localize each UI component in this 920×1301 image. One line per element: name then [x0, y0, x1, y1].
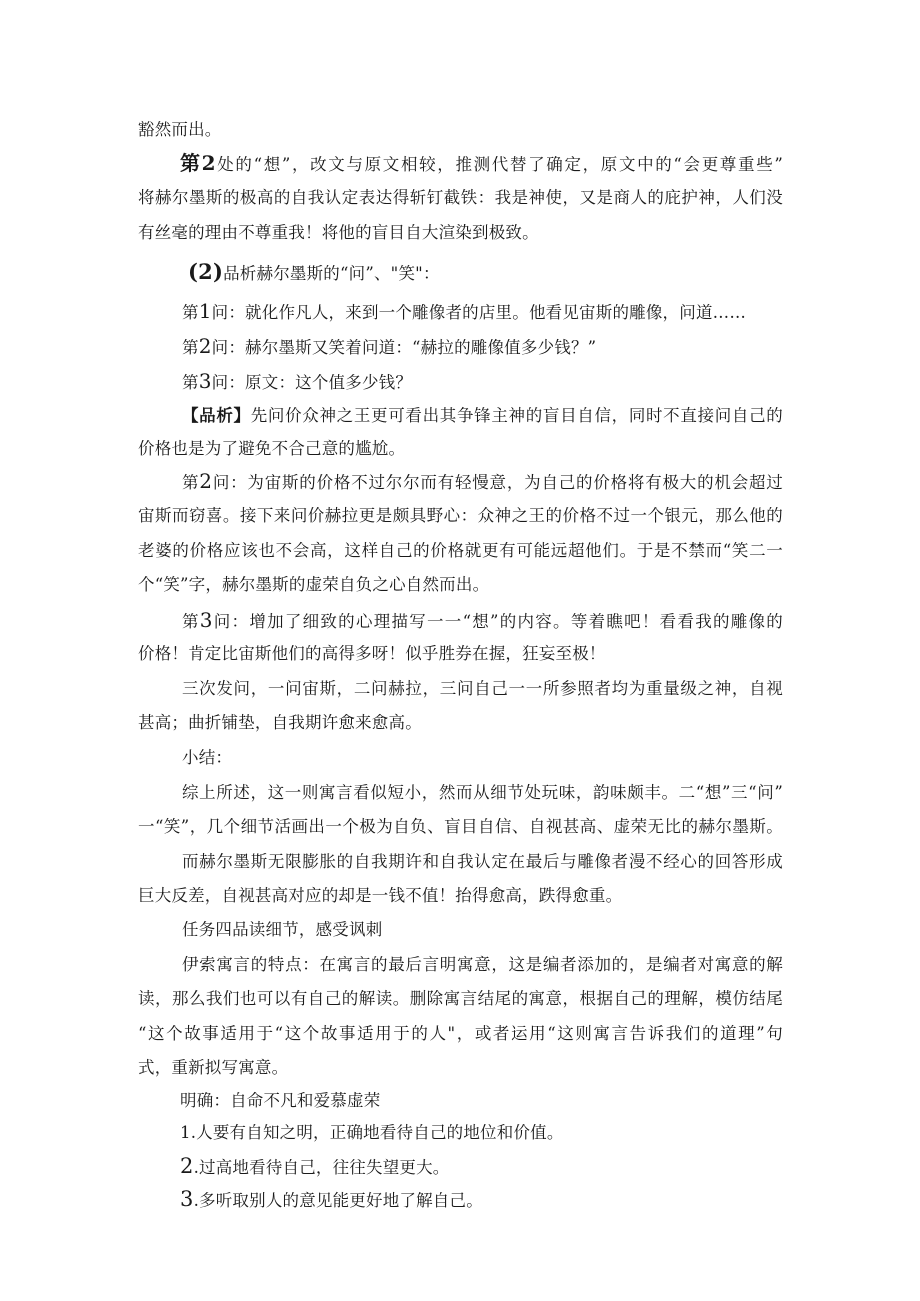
summary-title: 小结：	[182, 748, 233, 767]
ordinal: 2	[199, 469, 213, 493]
ordinal: 2	[198, 334, 212, 358]
list-item: 1.人要有自知之明，正确地看待自己的地位和价值。	[180, 1123, 564, 1142]
paragraph-line: 老婆的价格应该也不会高，这样自己的价格就更有可能远超他们。于是不禁而“笑二一	[138, 541, 783, 560]
text: 问：原文：这个值多少钱？	[211, 373, 413, 392]
text: 第	[182, 338, 199, 357]
question-line	[182, 335, 596, 359]
text: .多听取别人的意见能更好地了解自己。	[193, 1191, 483, 1210]
paragraph-line: 豁然而出。	[138, 120, 222, 139]
paragraph-line: 而赫尔墨斯无限膨胀的自我期许和自我认定在最后与雕像者漫不经心的回答形成	[182, 852, 783, 871]
list-item	[180, 1188, 483, 1212]
paragraph-line: 价格也是为了避免不合己意的尴尬。	[138, 439, 406, 458]
paragraph-line	[180, 152, 783, 176]
text: 先问价众神之王更可看出其争锋主神的盲目自信，同时不直接问自己的	[250, 406, 783, 425]
ordinal: 2	[180, 1154, 194, 1178]
paragraph-line: 个“笑”字，赫尔墨斯的虚荣自负之心自然而出。	[138, 575, 490, 594]
paragraph-line	[182, 609, 783, 633]
ordinal: (2)	[188, 259, 224, 284]
text: 第	[182, 303, 199, 322]
paragraph-line: 宙斯而窃喜。接下来问价赫拉更是颇具野心：众神之王的价格不过一个银元，那么他的	[138, 506, 783, 525]
text: .过高地看待自己，往往失望更大。	[193, 1158, 450, 1177]
list-item	[180, 1155, 450, 1179]
text: 问：赫尔墨斯又笑着问道：“赫拉的雕像值多少钱？”	[211, 338, 597, 357]
text: 第	[182, 373, 199, 392]
paragraph-line: 将赫尔墨斯的极高的自我认定表达得斩钉截铁：我是神使，又是商人的庇护神，人们没	[138, 188, 783, 207]
text: 第	[182, 473, 200, 492]
ordinal: 3	[198, 369, 212, 393]
section-heading	[188, 261, 440, 285]
paragraph-line	[182, 470, 783, 494]
paragraph-line: 读，那么我们也可以有自己的解读。删除寓言结尾的寓意，根据自己的理解，模仿结尾	[138, 989, 783, 1008]
text: 第	[182, 612, 200, 631]
ordinal: 第2	[180, 151, 216, 175]
task-heading: 任务四品读细节，感受讽刺	[182, 920, 383, 939]
ordinal: 1	[198, 299, 212, 323]
paragraph-line: 甚高；曲折铺垫，自我期许愈来愈高。	[138, 713, 422, 732]
analysis-line	[182, 405, 783, 427]
ordinal: 3	[180, 1187, 194, 1211]
ordinal: 3	[199, 608, 213, 632]
paragraph-line: 巨大反差，自视甚高对应的却是一钱不值！抬得愈高，跌得愈重。	[138, 886, 623, 905]
paragraph-line: 一“笑”，几个细节活画出一个极为自负、盲目自信、自视甚高、虚荣无比的赫尔墨斯。	[138, 817, 783, 836]
question-line	[182, 300, 746, 324]
paragraph-line: “这个故事适用于“这个故事适用于的人"，或者运用“这则寓言告诉我们的道理”句	[138, 1024, 783, 1043]
question-line	[182, 370, 412, 394]
text: 问：增加了细致的心理描写一一“想”的内容。等着瞧吧！看看我的雕像的	[212, 612, 783, 631]
paragraph-line: 式，重新拟写寓意。	[138, 1058, 289, 1077]
text: 问：就化作凡人，来到一个雕像者的店里。他看见宙斯的雕像，问道……	[211, 303, 747, 322]
paragraph-line: 综上所述，这一则寓言看似短小，然而从细节处玩味，韵味颇丰。二“想”三“问”	[182, 783, 783, 802]
clarify-line: 明确：自命不凡和爱慕虚荣	[180, 1091, 381, 1110]
paragraph-line: 伊索寓言的特点：在寓言的最后言明寓意，这是编者添加的，是编者对寓意的解	[182, 955, 783, 974]
paragraph-line: 三次发问，一问宙斯，二问赫拉，三问自己一一所参照者均为重量级之神，自视	[182, 679, 783, 698]
analysis-tag: 【品析】	[182, 406, 251, 425]
text: 品析赫尔墨斯的“问”、"笑"：	[223, 264, 440, 283]
paragraph-line: 价格！肯定比宙斯他们的高得多呀！似乎胜券在握，狂妄至极！	[138, 644, 606, 663]
text: 问：为宙斯的价格不过尔尔而有轻慢意，为自己的价格将有极大的机会超过	[212, 473, 783, 492]
text: 处的“想”，改文与原文相较，推测代替了确定，原文中的“会更尊重些”	[215, 155, 784, 174]
paragraph-line: 有丝毫的理由不尊重我！将他的盲目自大渲染到极致。	[138, 223, 539, 242]
